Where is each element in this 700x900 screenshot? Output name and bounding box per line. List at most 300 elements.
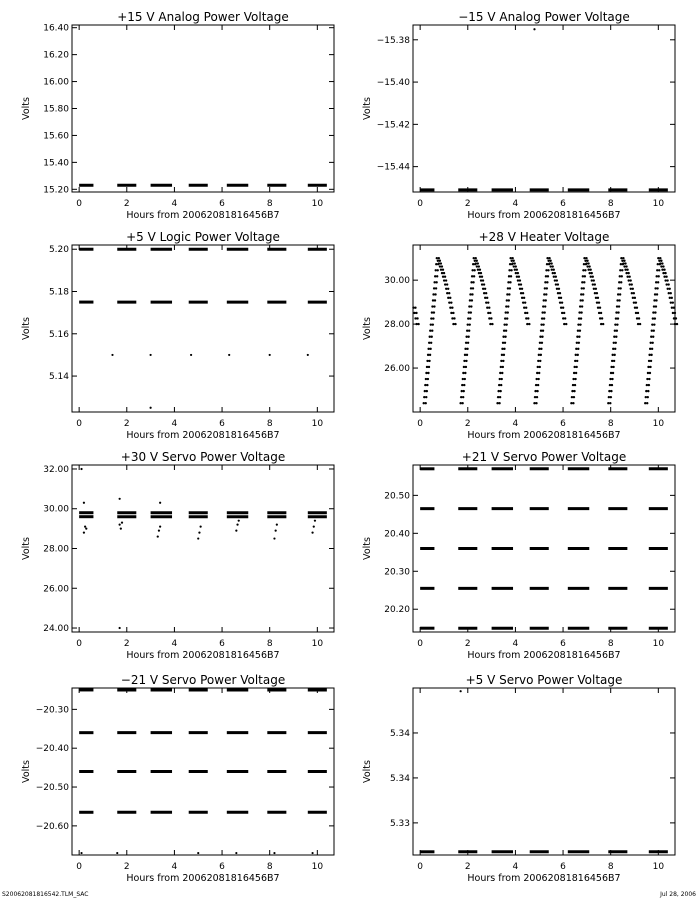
data-point xyxy=(585,257,587,259)
plot-frame xyxy=(413,245,675,412)
data-point xyxy=(621,275,623,277)
data-point xyxy=(429,354,431,356)
data-point xyxy=(546,287,548,289)
data-point xyxy=(580,311,582,313)
data-point xyxy=(593,279,595,281)
chart-title: +21 V Servo Power Voltage xyxy=(461,450,627,464)
data-point xyxy=(433,305,435,307)
data-point xyxy=(464,372,466,374)
data-point xyxy=(626,269,628,271)
data-point xyxy=(594,283,596,285)
data-point xyxy=(465,360,467,362)
data-point xyxy=(466,354,468,356)
data-point xyxy=(466,348,468,350)
data-point xyxy=(435,281,437,283)
footer-date: Jul 28, 2006 xyxy=(660,891,696,898)
data-point xyxy=(499,390,501,392)
data-point xyxy=(540,354,542,356)
y-axis-label: Volts xyxy=(362,537,373,560)
data-point xyxy=(276,524,278,526)
data-point xyxy=(486,297,488,299)
data-point xyxy=(580,317,582,319)
x-tick-label: 8 xyxy=(266,639,273,649)
data-point xyxy=(450,301,452,303)
data-point xyxy=(524,301,526,303)
x-tick-label: 10 xyxy=(311,862,324,872)
data-point xyxy=(602,323,604,325)
x-axis-label: Hours from 20062081816456B7 xyxy=(126,873,280,884)
data-point xyxy=(616,329,618,331)
data-point xyxy=(434,299,436,301)
data-point xyxy=(447,288,449,290)
data-point xyxy=(84,526,86,528)
data-point xyxy=(618,305,620,307)
data-point xyxy=(581,299,583,301)
x-tick-label: 8 xyxy=(607,639,614,649)
data-point xyxy=(550,262,552,264)
x-tick-label: 2 xyxy=(123,862,130,872)
y-tick-label: 20.20 xyxy=(384,605,410,616)
y-tick-label: −15.44 xyxy=(376,162,410,173)
data-point xyxy=(610,390,612,392)
data-point xyxy=(485,292,487,294)
x-tick-label: 0 xyxy=(76,419,83,429)
data-point xyxy=(551,265,553,267)
y-tick-label: −20.40 xyxy=(35,744,69,755)
data-point xyxy=(581,305,583,307)
data-point xyxy=(522,292,524,294)
data-point xyxy=(467,342,469,344)
y-tick-label: 28.00 xyxy=(43,544,69,555)
data-point xyxy=(591,272,593,274)
data-point xyxy=(432,323,434,325)
data-point xyxy=(416,317,418,319)
data-point xyxy=(613,354,615,356)
data-point xyxy=(547,269,549,271)
y-tick-label: −20.50 xyxy=(35,783,69,794)
data-point xyxy=(451,307,453,309)
data-point xyxy=(197,537,199,539)
y-tick-label: −20.60 xyxy=(35,821,69,832)
plot-frame xyxy=(72,465,334,632)
data-point xyxy=(615,342,617,344)
data-point xyxy=(558,288,560,290)
data-point xyxy=(508,293,510,295)
data-point xyxy=(584,269,586,271)
y-axis-label: Volts xyxy=(362,317,373,340)
data-point xyxy=(563,312,565,314)
x-tick-label: 4 xyxy=(171,419,178,429)
data-point xyxy=(506,317,508,319)
data-point xyxy=(238,520,240,522)
data-point xyxy=(198,531,200,533)
data-point xyxy=(589,269,591,271)
data-point xyxy=(655,299,657,301)
data-point xyxy=(463,384,465,386)
y-axis-label: Volts xyxy=(21,97,32,120)
data-point xyxy=(653,329,655,331)
y-tick-label: 5.34 xyxy=(389,773,410,784)
x-tick-label: 4 xyxy=(512,862,519,872)
x-tick-label: 2 xyxy=(123,419,130,429)
data-point xyxy=(275,530,277,532)
data-point xyxy=(491,323,493,325)
data-point xyxy=(598,301,600,303)
y-tick-label: 15.40 xyxy=(43,158,69,169)
data-point xyxy=(656,287,658,289)
data-point xyxy=(663,269,665,271)
y-axis-label: Volts xyxy=(21,317,32,340)
data-point xyxy=(572,402,574,404)
data-point xyxy=(190,354,192,356)
data-point xyxy=(661,262,663,264)
x-tick-label: 8 xyxy=(266,419,273,429)
chart-panel-5 xyxy=(21,450,334,661)
data-point xyxy=(634,297,636,299)
data-point xyxy=(667,283,669,285)
data-point xyxy=(656,293,658,295)
data-point xyxy=(462,396,464,398)
data-point xyxy=(269,354,271,356)
chart-title: +28 V Heater Voltage xyxy=(478,230,610,244)
data-point xyxy=(575,372,577,374)
data-point xyxy=(648,384,650,386)
data-point xyxy=(574,384,576,386)
y-tick-label: 15.60 xyxy=(43,131,69,142)
x-tick-label: 6 xyxy=(560,199,566,209)
data-point xyxy=(481,276,483,278)
data-point xyxy=(489,312,491,314)
data-point xyxy=(662,265,664,267)
data-point xyxy=(578,342,580,344)
data-point xyxy=(502,366,504,368)
data-point xyxy=(611,384,613,386)
data-point xyxy=(510,269,512,271)
data-point xyxy=(515,265,517,267)
data-point xyxy=(426,384,428,386)
y-tick-label: 16.00 xyxy=(43,77,69,88)
data-point xyxy=(670,292,672,294)
data-point xyxy=(517,272,519,274)
data-point xyxy=(273,537,275,539)
data-point xyxy=(505,329,507,331)
data-point xyxy=(665,276,667,278)
data-point xyxy=(649,372,651,374)
data-point xyxy=(564,317,566,319)
data-point xyxy=(601,317,603,319)
data-point xyxy=(452,312,454,314)
data-point xyxy=(630,279,632,281)
data-point xyxy=(610,396,612,398)
data-point xyxy=(672,301,674,303)
data-point xyxy=(502,360,504,362)
data-point xyxy=(562,307,564,309)
data-point xyxy=(446,283,448,285)
data-point xyxy=(523,297,525,299)
data-point xyxy=(157,535,159,537)
data-point xyxy=(555,276,557,278)
data-point xyxy=(639,323,641,325)
x-axis-label: Hours from 20062081816456B7 xyxy=(126,430,280,441)
data-point xyxy=(649,366,651,368)
data-point xyxy=(651,348,653,350)
y-tick-label: 5.33 xyxy=(389,818,410,829)
data-point xyxy=(565,323,567,325)
data-point xyxy=(440,262,442,264)
data-point xyxy=(653,323,655,325)
data-point xyxy=(150,354,152,356)
data-point xyxy=(509,287,511,289)
y-tick-label: 30.00 xyxy=(43,504,69,515)
data-point xyxy=(657,275,659,277)
data-point xyxy=(425,396,427,398)
data-point xyxy=(657,281,659,283)
data-point xyxy=(658,269,660,271)
data-point xyxy=(415,312,417,314)
data-point xyxy=(480,272,482,274)
data-point xyxy=(628,276,630,278)
data-point xyxy=(542,329,544,331)
data-point xyxy=(650,360,652,362)
x-axis-label: Hours from 20062081816456B7 xyxy=(467,873,621,884)
x-tick-label: 4 xyxy=(512,199,519,209)
data-point xyxy=(478,265,480,267)
x-tick-label: 2 xyxy=(464,199,471,209)
x-tick-label: 10 xyxy=(652,199,665,209)
x-axis-label: Hours from 20062081816456B7 xyxy=(467,210,621,221)
data-point xyxy=(533,28,535,30)
data-point xyxy=(625,265,627,267)
data-point xyxy=(611,378,613,380)
chart-title: +15 V Analog Power Voltage xyxy=(117,10,289,24)
data-point xyxy=(445,279,447,281)
data-point xyxy=(671,297,673,299)
data-point xyxy=(543,311,545,313)
data-point xyxy=(587,262,589,264)
data-point xyxy=(654,311,656,313)
data-point xyxy=(433,311,435,313)
x-tick-label: 8 xyxy=(266,199,273,209)
y-tick-label: −15.42 xyxy=(376,120,410,131)
data-point xyxy=(449,297,451,299)
chart-title: +5 V Servo Power Voltage xyxy=(465,673,623,687)
x-tick-label: 2 xyxy=(464,419,471,429)
data-point xyxy=(479,269,481,271)
data-point xyxy=(521,288,523,290)
x-tick-label: 8 xyxy=(607,862,614,872)
data-point xyxy=(507,311,509,313)
data-point xyxy=(425,402,427,404)
data-point xyxy=(659,257,661,259)
data-point xyxy=(664,272,666,274)
data-point xyxy=(504,336,506,338)
data-point xyxy=(471,299,473,301)
data-point xyxy=(473,269,475,271)
data-point xyxy=(121,522,123,524)
data-point xyxy=(498,402,500,404)
data-point xyxy=(482,279,484,281)
x-tick-label: 4 xyxy=(171,862,178,872)
data-point xyxy=(612,366,614,368)
x-axis-label: Hours from 20062081816456B7 xyxy=(467,650,621,661)
data-point xyxy=(442,269,444,271)
y-tick-label: −20.30 xyxy=(35,705,69,716)
data-point xyxy=(660,260,662,262)
y-tick-label: −15.38 xyxy=(376,35,410,46)
data-point xyxy=(537,378,539,380)
data-point xyxy=(553,269,555,271)
data-point xyxy=(632,288,634,290)
data-point xyxy=(577,348,579,350)
data-point xyxy=(633,292,635,294)
data-point xyxy=(429,348,431,350)
data-point xyxy=(538,372,540,374)
data-point xyxy=(448,292,450,294)
data-point xyxy=(545,299,547,301)
data-point xyxy=(307,354,309,356)
data-point xyxy=(463,390,465,392)
x-tick-label: 6 xyxy=(219,199,225,209)
data-point xyxy=(618,299,620,301)
data-point xyxy=(525,307,527,309)
x-axis-label: Hours from 20062081816456B7 xyxy=(126,650,280,661)
data-point xyxy=(676,323,678,325)
data-point xyxy=(624,262,626,264)
data-point xyxy=(647,390,649,392)
data-point xyxy=(537,384,539,386)
data-point xyxy=(623,260,625,262)
data-point xyxy=(673,307,675,309)
data-point xyxy=(470,305,472,307)
data-point xyxy=(471,293,473,295)
data-point xyxy=(544,305,546,307)
x-tick-label: 0 xyxy=(417,199,424,209)
data-point xyxy=(483,283,485,285)
data-point xyxy=(499,396,501,398)
data-point xyxy=(579,329,581,331)
data-point xyxy=(536,390,538,392)
data-point xyxy=(615,336,617,338)
data-point xyxy=(116,852,118,854)
data-point xyxy=(622,257,624,259)
data-point xyxy=(503,354,505,356)
data-point xyxy=(573,396,575,398)
y-tick-label: 5.18 xyxy=(48,287,69,298)
data-point xyxy=(520,283,522,285)
plot-frame xyxy=(413,25,675,192)
x-tick-label: 4 xyxy=(512,639,519,649)
data-point xyxy=(80,852,82,854)
x-tick-label: 0 xyxy=(76,639,83,649)
data-point xyxy=(311,531,313,533)
data-point xyxy=(652,336,654,338)
data-point xyxy=(428,366,430,368)
data-point xyxy=(235,530,237,532)
data-point xyxy=(584,275,586,277)
y-tick-label: 16.40 xyxy=(43,23,69,34)
data-point xyxy=(518,276,520,278)
data-point xyxy=(541,342,543,344)
y-tick-label: 20.50 xyxy=(384,491,410,502)
x-tick-label: 4 xyxy=(171,639,178,649)
x-tick-label: 4 xyxy=(512,419,519,429)
x-tick-label: 6 xyxy=(560,419,566,429)
data-point xyxy=(597,297,599,299)
x-tick-label: 6 xyxy=(560,639,566,649)
x-tick-label: 6 xyxy=(560,862,566,872)
chart-panel-6 xyxy=(362,450,675,661)
y-tick-label: 5.14 xyxy=(48,372,69,383)
plot-frame xyxy=(413,688,675,855)
y-tick-label: 32.00 xyxy=(43,464,69,475)
data-point xyxy=(469,323,471,325)
data-point xyxy=(549,260,551,262)
data-point xyxy=(158,530,160,532)
data-point xyxy=(619,287,621,289)
x-tick-label: 10 xyxy=(311,639,324,649)
data-point xyxy=(527,317,529,319)
data-point xyxy=(528,323,530,325)
data-point xyxy=(441,265,443,267)
x-tick-label: 2 xyxy=(464,862,471,872)
data-point xyxy=(119,627,121,629)
data-point xyxy=(159,502,161,504)
y-tick-label: 20.40 xyxy=(384,529,410,540)
data-point xyxy=(85,528,87,530)
y-tick-label: 5.20 xyxy=(48,245,69,256)
data-point xyxy=(509,281,511,283)
data-point xyxy=(546,281,548,283)
data-point xyxy=(526,312,528,314)
data-point xyxy=(430,342,432,344)
data-point xyxy=(536,396,538,398)
data-point xyxy=(651,342,653,344)
data-point xyxy=(500,384,502,386)
data-point xyxy=(473,275,475,277)
y-tick-label: 15.80 xyxy=(43,104,69,115)
chart-title: +5 V Logic Power Voltage xyxy=(126,230,280,244)
data-point xyxy=(582,293,584,295)
x-tick-label: 2 xyxy=(123,199,130,209)
data-point xyxy=(197,852,199,854)
x-tick-label: 10 xyxy=(652,639,665,649)
data-point xyxy=(80,468,82,470)
chart-panel-3 xyxy=(21,230,334,441)
data-point xyxy=(548,257,550,259)
data-point xyxy=(519,279,521,281)
y-tick-label: 26.00 xyxy=(43,584,69,595)
data-point xyxy=(575,366,577,368)
data-point xyxy=(542,323,544,325)
data-point xyxy=(554,272,556,274)
plot-frame xyxy=(72,25,334,192)
data-point xyxy=(609,402,611,404)
data-point xyxy=(636,307,638,309)
x-tick-label: 8 xyxy=(607,199,614,209)
data-point xyxy=(583,287,585,289)
data-point xyxy=(616,323,618,325)
chart-title: −15 V Analog Power Voltage xyxy=(458,10,630,24)
data-point xyxy=(460,690,462,692)
data-point xyxy=(465,366,467,368)
data-point xyxy=(228,354,230,356)
data-point xyxy=(508,299,510,301)
data-point xyxy=(431,336,433,338)
x-tick-label: 0 xyxy=(417,419,424,429)
footer-filename: S20062081816542.TLM_SAC xyxy=(2,891,89,898)
data-point xyxy=(577,354,579,356)
x-tick-label: 0 xyxy=(76,199,83,209)
